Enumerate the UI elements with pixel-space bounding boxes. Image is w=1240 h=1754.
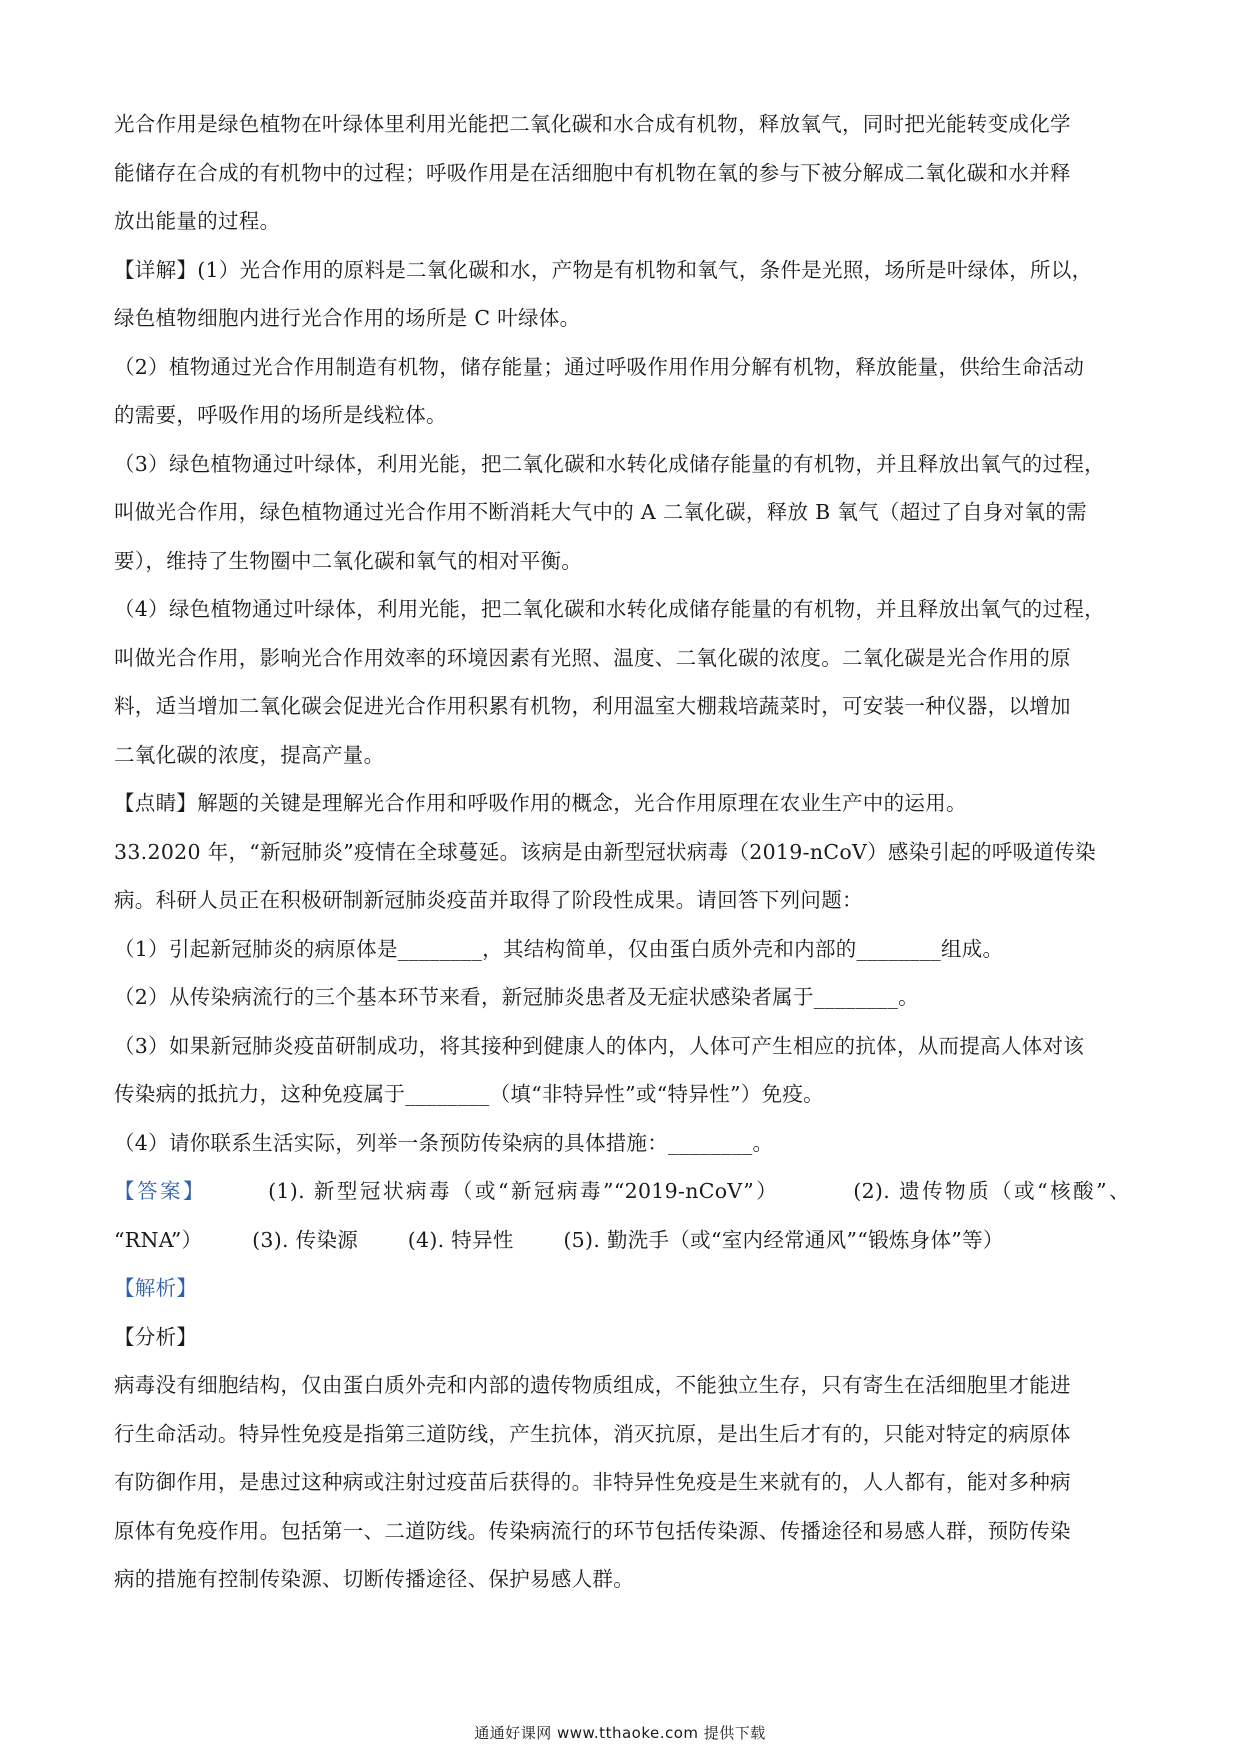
answer-3: (3). 传染源 — [252, 1227, 359, 1252]
intro-line-1: 光合作用是绿色植物在叶绿体里利用光能把二氧化碳和水合成有机物，释放氧气，同时把光能转变成化学 — [114, 112, 1071, 136]
page-footer: 通通好课网 www.tthaoke.com 提供下载 — [474, 1724, 766, 1742]
dianjing-line — [114, 779, 1130, 828]
intro-line-2: 能储存在合成的有机物中的过程；呼吸作用是在活细胞中有机物在氧的参与下被分解成二氧化碳和水并释 — [114, 160, 1071, 185]
detail-p3-line-3: 要），维持了生物圈中二氧化碳和氧气的相对平衡。 — [114, 548, 583, 573]
detail-p4-line-2: 叫做光合作用，影响光合作用效率的环境因素有光照、温度、二氧化碳的浓度。二氧化碳是光合作用的原 — [114, 645, 1071, 670]
q33-sub-3-line-1: （3）如果新冠肺炎疫苗研制成功，将其接种到健康人的体内，人体可产生相应的抗体，从而提高人体对该 — [114, 1033, 1085, 1058]
answer-label: 【答案】 — [114, 1179, 207, 1203]
detail-p3-line-1: （3）绿色植物通过叶绿体，利用光能，把二氧化碳和水转化成储存能量的有机物，并且释放出氧气的过程， — [114, 451, 1105, 476]
analysis-line-3: 有防御作用，是患过这种病或注射过疫苗后获得的。非特异性免疫是生来就有的，人人都有，能对多种病 — [114, 1470, 1071, 1494]
analysis-line-5: 病的措施有控制传染源、切断传播途径、保护易感人群。 — [114, 1567, 634, 1591]
answer-4: (4). 特异性 — [407, 1227, 514, 1252]
detail-label: 【详解】 — [114, 257, 198, 282]
detail-p2-line-2: 的需要，呼吸作用的场所是线粒体。 — [114, 403, 447, 427]
fenxi-label: 【分析】 — [114, 1324, 198, 1349]
analysis-line-4: 原体有免疫作用。包括第一、二道防线。传染病流行的环节包括传染源、传播途径和易感人群，预防传染 — [114, 1518, 1071, 1543]
detail-p1-text: (1）光合作用的原料是二氧化碳和水，产物是有机物和氧气，条件是光照，场所是叶绿体，所以， — [197, 257, 1093, 282]
q33-stem-line-1: 33.2020 年，“新冠肺炎”疫情在全球蔓延。该病是由新型冠状病毒（2019-nCoV）感染引起的呼吸道传染 — [114, 839, 1096, 864]
detail-p1-line-1 — [114, 246, 1130, 295]
q33-sub-1: （1）引起新冠肺炎的病原体是________，其结构简单，仅由蛋白质外壳和内部的________组成。 — [114, 936, 1004, 961]
analysis-line-2: 行生命活动。特异性免疫是指第三道防线，产生抗体，消灭抗原，是出生后才有的，只能对特定的病原体 — [114, 1421, 1071, 1446]
answer-line-1 — [114, 1167, 1130, 1216]
detail-p3-line-2: 叫做光合作用，绿色植物通过光合作用不断消耗大气中的 A 二氧化碳，释放 B 氧气（超过了自身对氧的需 — [114, 500, 1087, 524]
q33-stem-line-2: 病。科研人员正在积极研制新冠肺炎疫苗并取得了阶段性成果。请回答下列问题： — [114, 888, 863, 912]
answer-2-cont: “RNA”） — [114, 1227, 203, 1252]
detail-p4-line-3: 料，适当增加二氧化碳会促进光合作用积累有机物，利用温室大棚栽培蔬菜时，可安装一种仪器，以增加 — [114, 694, 1071, 718]
q33-sub-2: （2）从传染病流行的三个基本环节来看，新冠肺炎患者及无症状感染者属于________。 — [114, 985, 919, 1009]
q33-sub-3-line-2: 传染病的抵抗力，这种免疫属于________（填“非特异性”或“特异性”）免疫。 — [114, 1082, 824, 1106]
detail-p1-line-2: 绿色植物细胞内进行光合作用的场所是 C 叶绿体。 — [114, 306, 581, 330]
q33-sub-4: （4）请你联系生活实际，列举一条预防传染病的具体措施：________。 — [114, 1130, 774, 1155]
analysis-line-1: 病毒没有细胞结构，仅由蛋白质外壳和内部的遗传物质组成，不能独立生存，只有寄生在活细胞里才能进 — [114, 1373, 1071, 1397]
answer-1: (1). 新型冠状病毒（或“新冠病毒”“2019-nCoV”） — [268, 1179, 780, 1203]
document-body — [114, 100, 1130, 1604]
answer-2: (2). 遗传物质（或“核酸”、 — [853, 1179, 1130, 1203]
intro-line-3: 放出能量的过程。 — [114, 209, 281, 233]
dianjing-text: 解题的关键是理解光合作用和呼吸作用的概念，光合作用原理在农业生产中的运用。 — [197, 791, 967, 815]
answer-5: (5). 勤洗手（或“室内经常通风”“锻炼身体”等） — [563, 1227, 1004, 1252]
detail-p4-line-4: 二氧化碳的浓度，提高产量。 — [114, 742, 385, 767]
detail-p4-line-1: （4）绿色植物通过叶绿体，利用光能，把二氧化碳和水转化成储存能量的有机物，并且释放出氧气的过程， — [114, 597, 1105, 621]
detail-p2-line-1: （2）植物通过光合作用制造有机物，储存能量；通过呼吸作用作用分解有机物，释放能量，供给生命活动 — [114, 354, 1085, 379]
analysis-label: 【解析】 — [114, 1276, 198, 1300]
answer-line-2 — [114, 1216, 1130, 1265]
dianjing-label: 【点睛】 — [114, 791, 198, 815]
